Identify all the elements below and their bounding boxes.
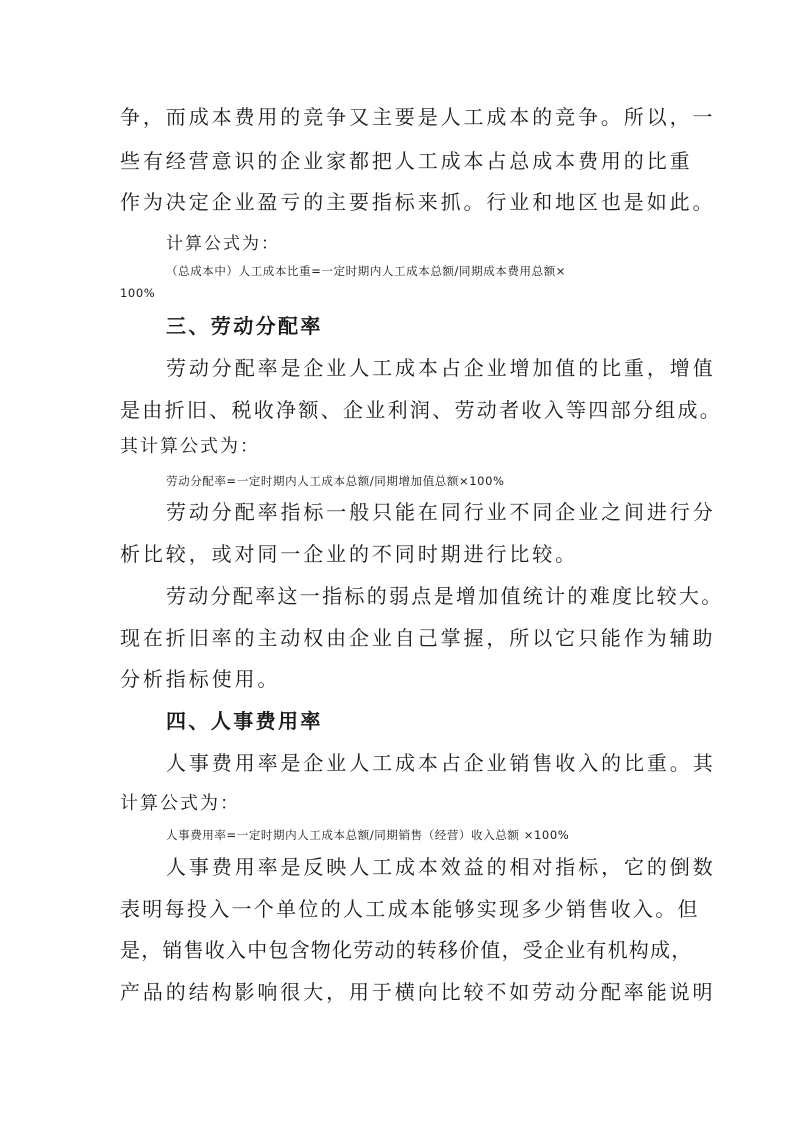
paragraph-line: 是由折旧、税收净额、企业利润、劳动者收入等四部分组成。 <box>120 398 723 422</box>
paragraph-line: 人事费用率是反映人工成本效益的相对指标，它的倒数 <box>166 855 716 879</box>
paragraph-line: 其计算公式为： <box>120 436 260 457</box>
paragraph-line: 劳动分配率是企业人工成本占企业增加值的比重，增值 <box>166 356 716 380</box>
paragraph-line: 人事费用率是企业人工成本占企业销售收入的比重。其 <box>166 751 716 775</box>
paragraph-line: 计算公式为： <box>120 793 240 814</box>
formula-text: 100% <box>120 286 156 300</box>
paragraph-line: 作为决定企业盈亏的主要指标来抓。行业和地区也是如此。 <box>120 190 716 214</box>
paragraph-line: 是，销售收入中包含物化劳动的转移价值，受企业有机构成， <box>120 938 693 962</box>
paragraph-line: 析比较，或对同一企业的不同时期进行比较。 <box>120 542 578 566</box>
paragraph-line: 分析指标使用。 <box>120 667 281 691</box>
formula-text: 人事费用率=一定时期内人工成本总额/同期销售（经营）收入总额 ×100% <box>166 828 570 842</box>
formula-text: （总成本中）人工成本比重=一定时期内人工成本总额/同期成本费用总额× <box>166 264 567 278</box>
paragraph-line: 些有经营意识的企业家都把人工成本占总成本费用的比重 <box>120 149 693 173</box>
formula-intro: 计算公式为： <box>166 234 280 254</box>
paragraph-line: 产品的结构影响很大，用于横向比较不如劳动分配率能说明 <box>120 980 716 1004</box>
paragraph-line: 争，而成本费用的竞争又主要是人工成本的竞争。所以，一 <box>120 105 716 129</box>
paragraph-line: 表明每投入一个单位的人工成本能够实现多少销售收入。但 <box>120 897 700 921</box>
section-heading: 三、劳动分配率 <box>166 314 323 338</box>
formula-text: 劳动分配率=一定时期内人工成本总额/同期增加值总额×100% <box>166 474 505 488</box>
paragraph-line: 劳动分配率指标一般只能在同行业不同企业之间进行分 <box>166 500 716 524</box>
paragraph-line: 劳动分配率这一指标的弱点是增加值统计的难度比较大。 <box>166 584 724 608</box>
paragraph-line: 现在折旧率的主动权由企业自己掌握，所以它只能作为辅助 <box>120 626 716 650</box>
section-heading: 四、人事费用率 <box>166 709 323 733</box>
